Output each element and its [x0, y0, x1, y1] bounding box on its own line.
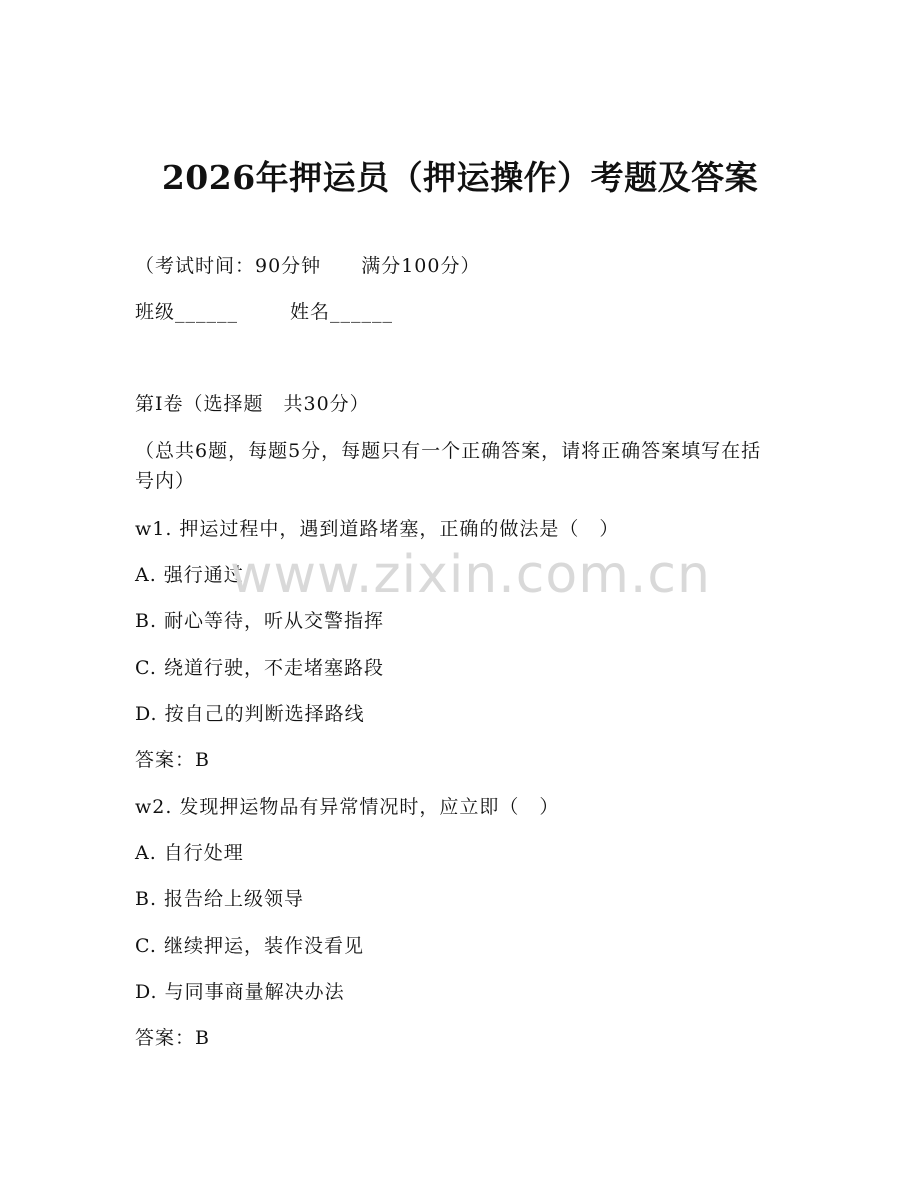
question-option: A. 强行通过: [135, 564, 244, 586]
question-answer: 答案：B: [135, 1027, 210, 1049]
class-field: 班级______: [135, 301, 239, 323]
exam-score: 满分100分）: [361, 255, 481, 277]
question-option: C. 绕道行驶，不走堵塞路段: [135, 657, 384, 679]
question-answer: 答案：B: [135, 749, 210, 771]
question-option: D. 按自己的判断选择路线: [135, 703, 365, 725]
section-heading: 第I卷（选择题 共30分）: [135, 393, 370, 415]
question-option: B. 耐心等待，听从交警指挥: [135, 610, 385, 632]
name-field: 姓名______: [290, 301, 394, 323]
student-info: [135, 298, 393, 326]
question-option: A. 自行处理: [135, 842, 244, 864]
exam-time: （考试时间：90分钟: [135, 255, 322, 277]
question-stem: w2. 发现押运物品有异常情况时，应立即（ ）: [135, 796, 560, 818]
question-option: D. 与同事商量解决办法: [135, 981, 345, 1003]
section-instructions: （总共6题，每题5分，每题只有一个正确答案，请将正确答案填写在括号内）: [135, 440, 762, 492]
question-stem: w1. 押运过程中，遇到道路堵塞，正确的做法是（ ）: [135, 518, 620, 540]
exam-info: [135, 252, 480, 280]
page-title: 2026年押运员（押运操作）考题及答案: [161, 158, 759, 197]
question-option: B. 报告给上级领导: [135, 888, 305, 910]
question-option: C. 继续押运，装作没看见: [135, 935, 364, 957]
watermark: www.zixin.com.cn: [230, 545, 711, 605]
